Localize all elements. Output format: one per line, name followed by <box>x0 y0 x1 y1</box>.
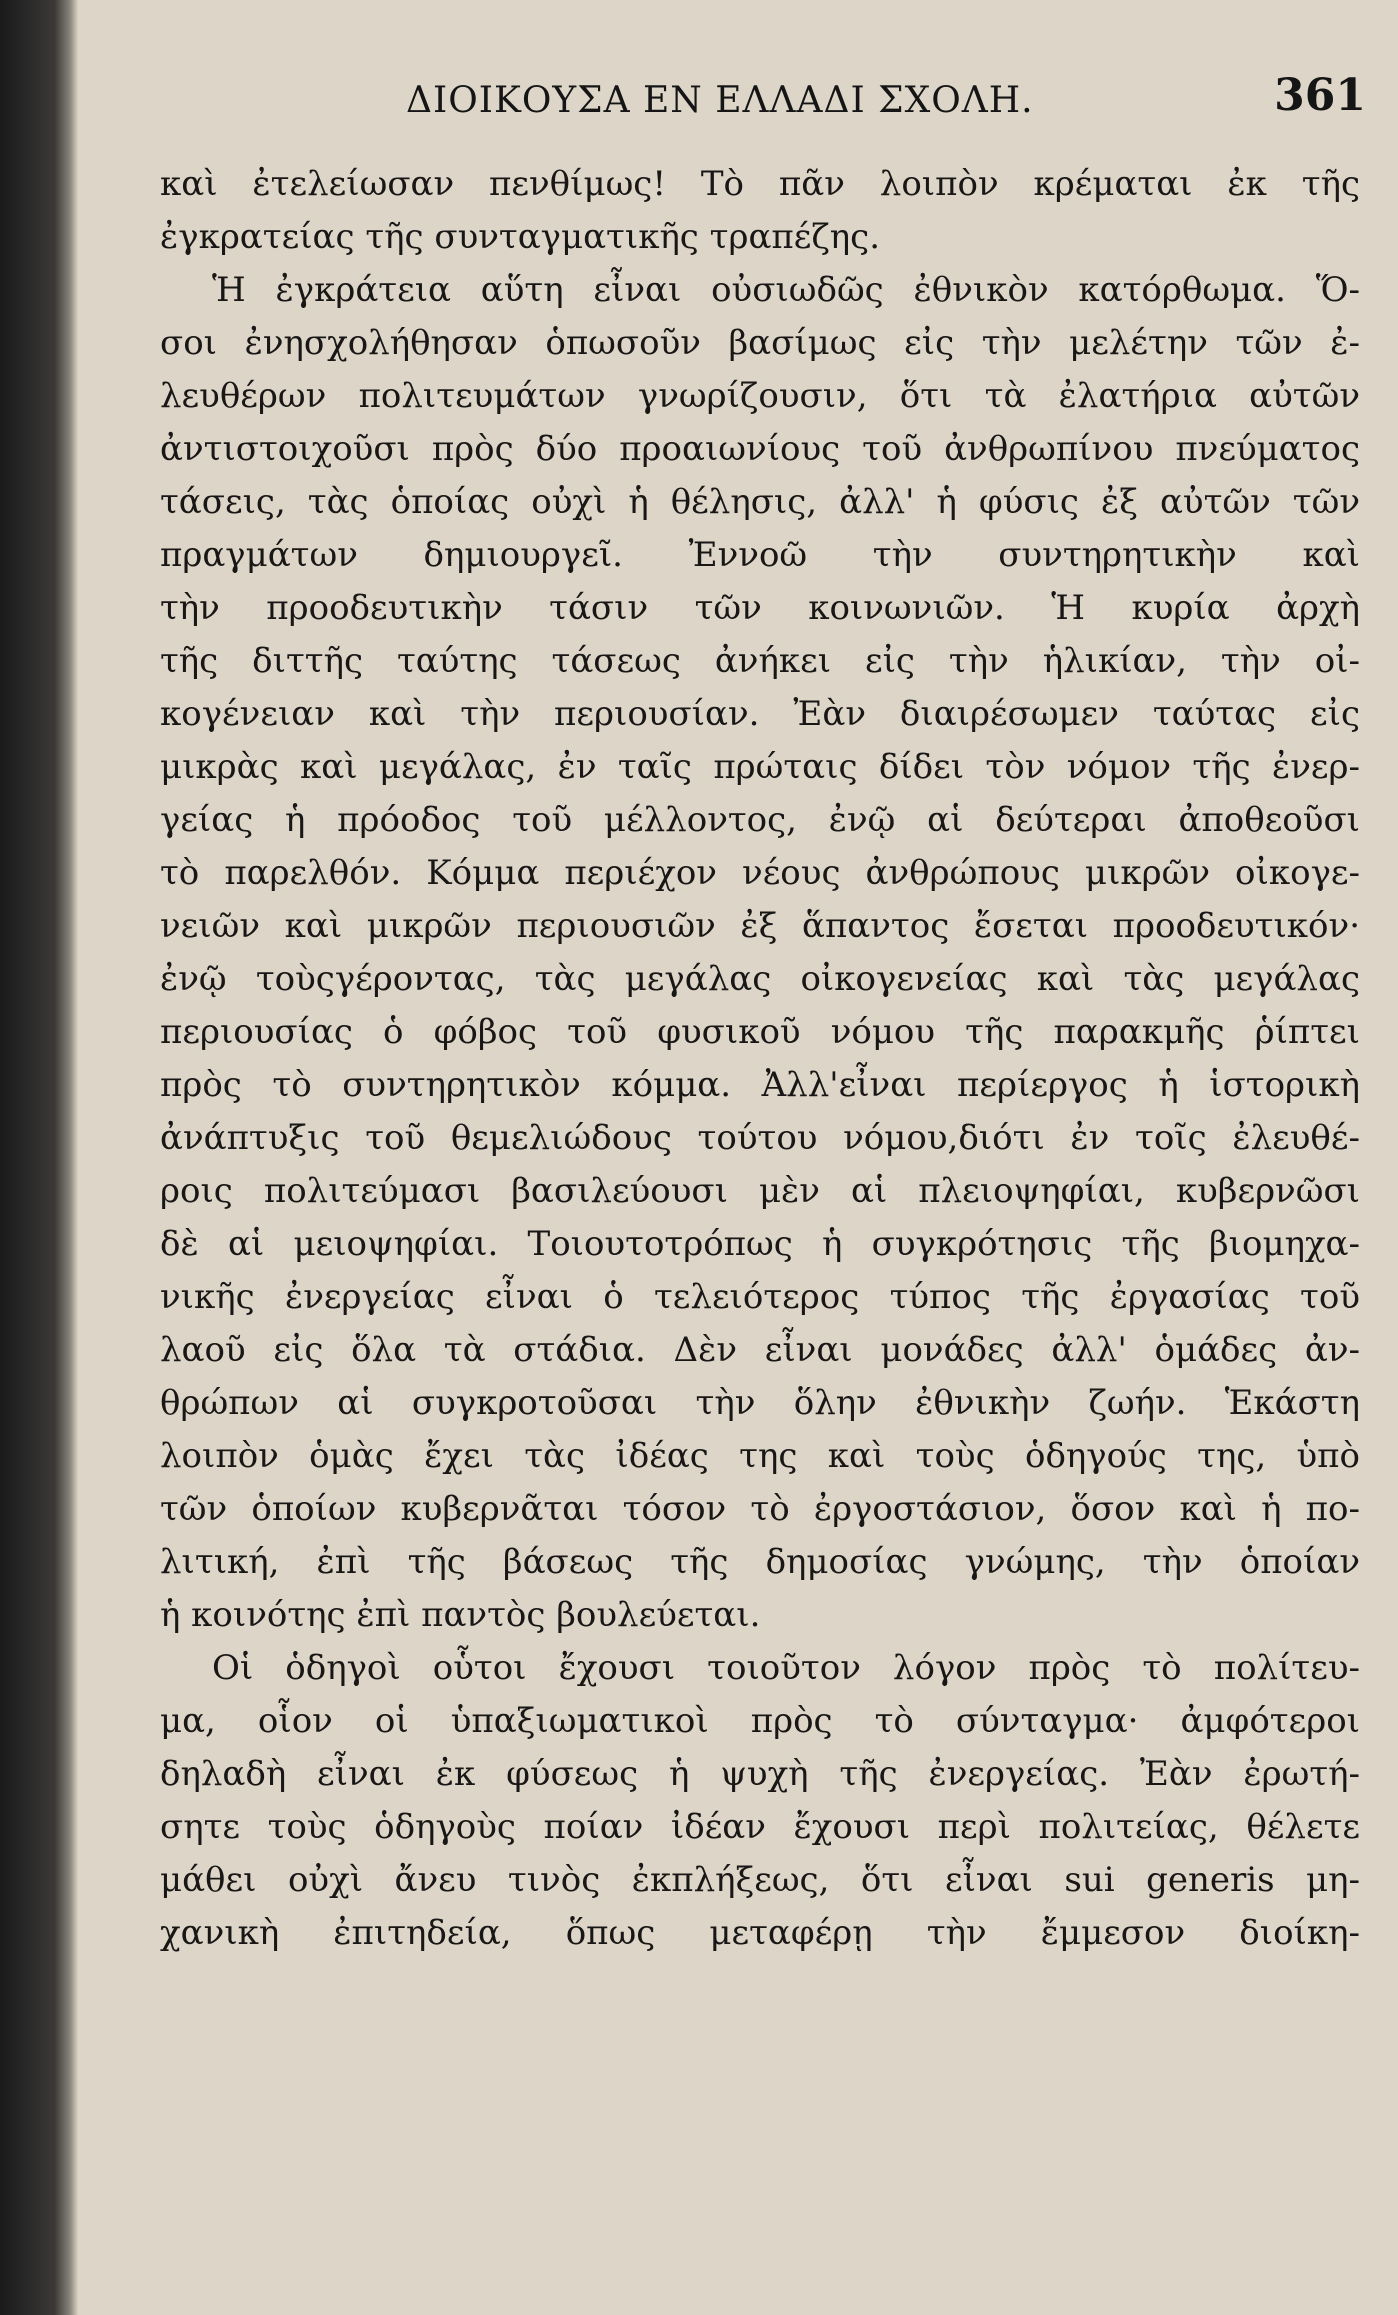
text-line: νειῶν καὶ μικρῶν περιουσιῶν ἐξ ἅπαντος ἔσεται προοδευτικόν· <box>160 906 1360 946</box>
text-line: νικῆς ἐνεργείας εἶναι ὁ τελειότερος τύπος τῆς ἐργασίας τοῦ <box>160 1277 1360 1317</box>
text-line: μα, οἷον οἱ ὑπαξιωματικοὶ πρὸς τὸ σύνταγμα· ἀμφότεροι <box>160 1701 1360 1741</box>
book-page <box>78 0 1398 2315</box>
text-line: ἐγκρατείας τῆς συνταγματικῆς τραπέζης. <box>160 217 881 257</box>
text-line: ροις πολιτεύμασι βασιλεύουσι μὲν αἱ πλειοψηφίαι, κυβερνῶσι <box>160 1171 1360 1211</box>
text-line: λιτική, ἐπὶ τῆς βάσεως τῆς δημοσίας γνώμης, τὴν ὁποίαν <box>160 1542 1360 1582</box>
text-line: πραγμάτων δημιουργεῖ. Ἐννοῶ τὴν συντηρητικὴν καὶ <box>160 535 1360 575</box>
text-line: τάσεις, τὰς ὁποίας οὐχὶ ἡ θέλησις, ἀλλ' ἡ φύσις ἐξ αὐτῶν τῶν <box>160 482 1360 522</box>
text-line: ἡ κοινότης ἐπὶ παντὸς βουλεύεται. <box>160 1595 761 1635</box>
text-line: σητε τοὺς ὁδηγοὺς ποίαν ἰδέαν ἔχουσι περὶ πολιτείας, θέλετε <box>160 1807 1360 1847</box>
body-text <box>160 158 1360 2308</box>
text-line: ἀνάπτυξις τοῦ θεμελιώδους τούτου νόμου,διότι ἐν τοῖς ἐλευθέ- <box>160 1118 1360 1158</box>
text-line: Οἱ ὁδηγοὶ οὗτοι ἔχουσι τοιοῦτον λόγον πρὸς τὸ πολίτευ- <box>212 1648 1360 1688</box>
text-line: ἐνῷ τοὺςγέροντας, τὰς μεγάλας οἰκογενείας καὶ τὰς μεγάλας <box>160 959 1360 999</box>
text-line: δὲ αἱ μειοψηφίαι. Τοιουτοτρόπως ἡ συγκρότησις τῆς βιομηχα- <box>160 1224 1360 1264</box>
text-line: μάθει οὐχὶ ἄνευ τινὸς ἐκπλήξεως, ὅτι εἶναι sui generis μη- <box>160 1860 1360 1900</box>
text-line: δηλαδὴ εἶναι ἐκ φύσεως ἡ ψυχὴ τῆς ἐνεργείας. Ἐὰν ἐρωτή- <box>160 1754 1360 1794</box>
text-line: τῶν ὁποίων κυβερνᾶται τόσον τὸ ἐργοστάσιον, ὅσον καὶ ἡ πο- <box>160 1489 1360 1529</box>
text-line: καὶ ἐτελείωσαν πενθίμως! Τὸ πᾶν λοιπὸν κρέμαται ἐκ τῆς <box>160 164 1360 204</box>
text-line: σοι ἐνησχολήθησαν ὁπωσοῦν βασίμως εἰς τὴν μελέτην τῶν ἐ- <box>160 323 1360 363</box>
text-line: Ἡ ἐγκράτεια αὕτη εἶναι οὐσιωδῶς ἐθνικὸν κατόρθωμα. Ὅ- <box>212 270 1360 310</box>
text-line: τὸ παρελθόν. Κόμμα περιέχον νέους ἀνθρώπους μικρῶν οἰκογε- <box>160 853 1360 893</box>
text-line: λευθέρων πολιτευμάτων γνωρίζουσιν, ὅτι τὰ ἐλατήρια αὐτῶν <box>160 376 1360 416</box>
running-title: ΔΙΟΙΚΟΥΣΑ ΕΝ ΕΛΛΑΔΙ ΣΧΟΛΗ. <box>406 80 1034 121</box>
text-line: χανικὴ ἐπιτηδεία, ὅπως μεταφέρῃ τὴν ἔμμεσον διοίκη- <box>160 1913 1360 1953</box>
page-number: 361 <box>1274 70 1366 121</box>
text-line: ἀντιστοιχοῦσι πρὸς δύο προαιωνίους τοῦ ἀνθρωπίνου πνεύματος <box>160 429 1360 469</box>
text-line: λαοῦ εἰς ὅλα τὰ στάδια. Δὲν εἶναι μονάδες ἀλλ' ὁμάδες ἀν- <box>160 1330 1360 1370</box>
text-line: κογένειαν καὶ τὴν περιουσίαν. Ἐὰν διαιρέσωμεν ταύτας εἰς <box>160 694 1360 734</box>
text-line: τῆς διττῆς ταύτης τάσεως ἀνήκει εἰς τὴν ἡλικίαν, τὴν οἰ- <box>160 641 1360 681</box>
text-line: θρώπων αἱ συγκροτοῦσαι τὴν ὅλην ἐθνικὴν ζωήν. Ἑκάστη <box>160 1383 1360 1423</box>
text-line: γείας ἡ πρόοδος τοῦ μέλλοντος, ἐνῷ αἱ δεύτεραι ἀποθεοῦσι <box>160 800 1360 840</box>
text-line: περιουσίας ὁ φόβος τοῦ φυσικοῦ νόμου τῆς παρακμῆς ῥίπτει <box>160 1012 1360 1052</box>
text-line: λοιπὸν ὁμὰς ἔχει τὰς ἰδέας της καὶ τοὺς ὁδηγούς της, ὑπὸ <box>160 1436 1360 1476</box>
page-header <box>406 70 1366 130</box>
text-line: μικρὰς καὶ μεγάλας, ἐν ταῖς πρώταις δίδει τὸν νόμον τῆς ἐνερ- <box>160 747 1360 787</box>
text-line: τὴν προοδευτικὴν τάσιν τῶν κοινωνιῶν. Ἡ κυρία ἀρχὴ <box>160 588 1360 628</box>
text-line: πρὸς τὸ συντηρητικὸν κόμμα. Ἀλλ'εἶναι περίεργος ἡ ἱστορικὴ <box>160 1065 1360 1105</box>
book-binding-shadow <box>0 0 78 2315</box>
